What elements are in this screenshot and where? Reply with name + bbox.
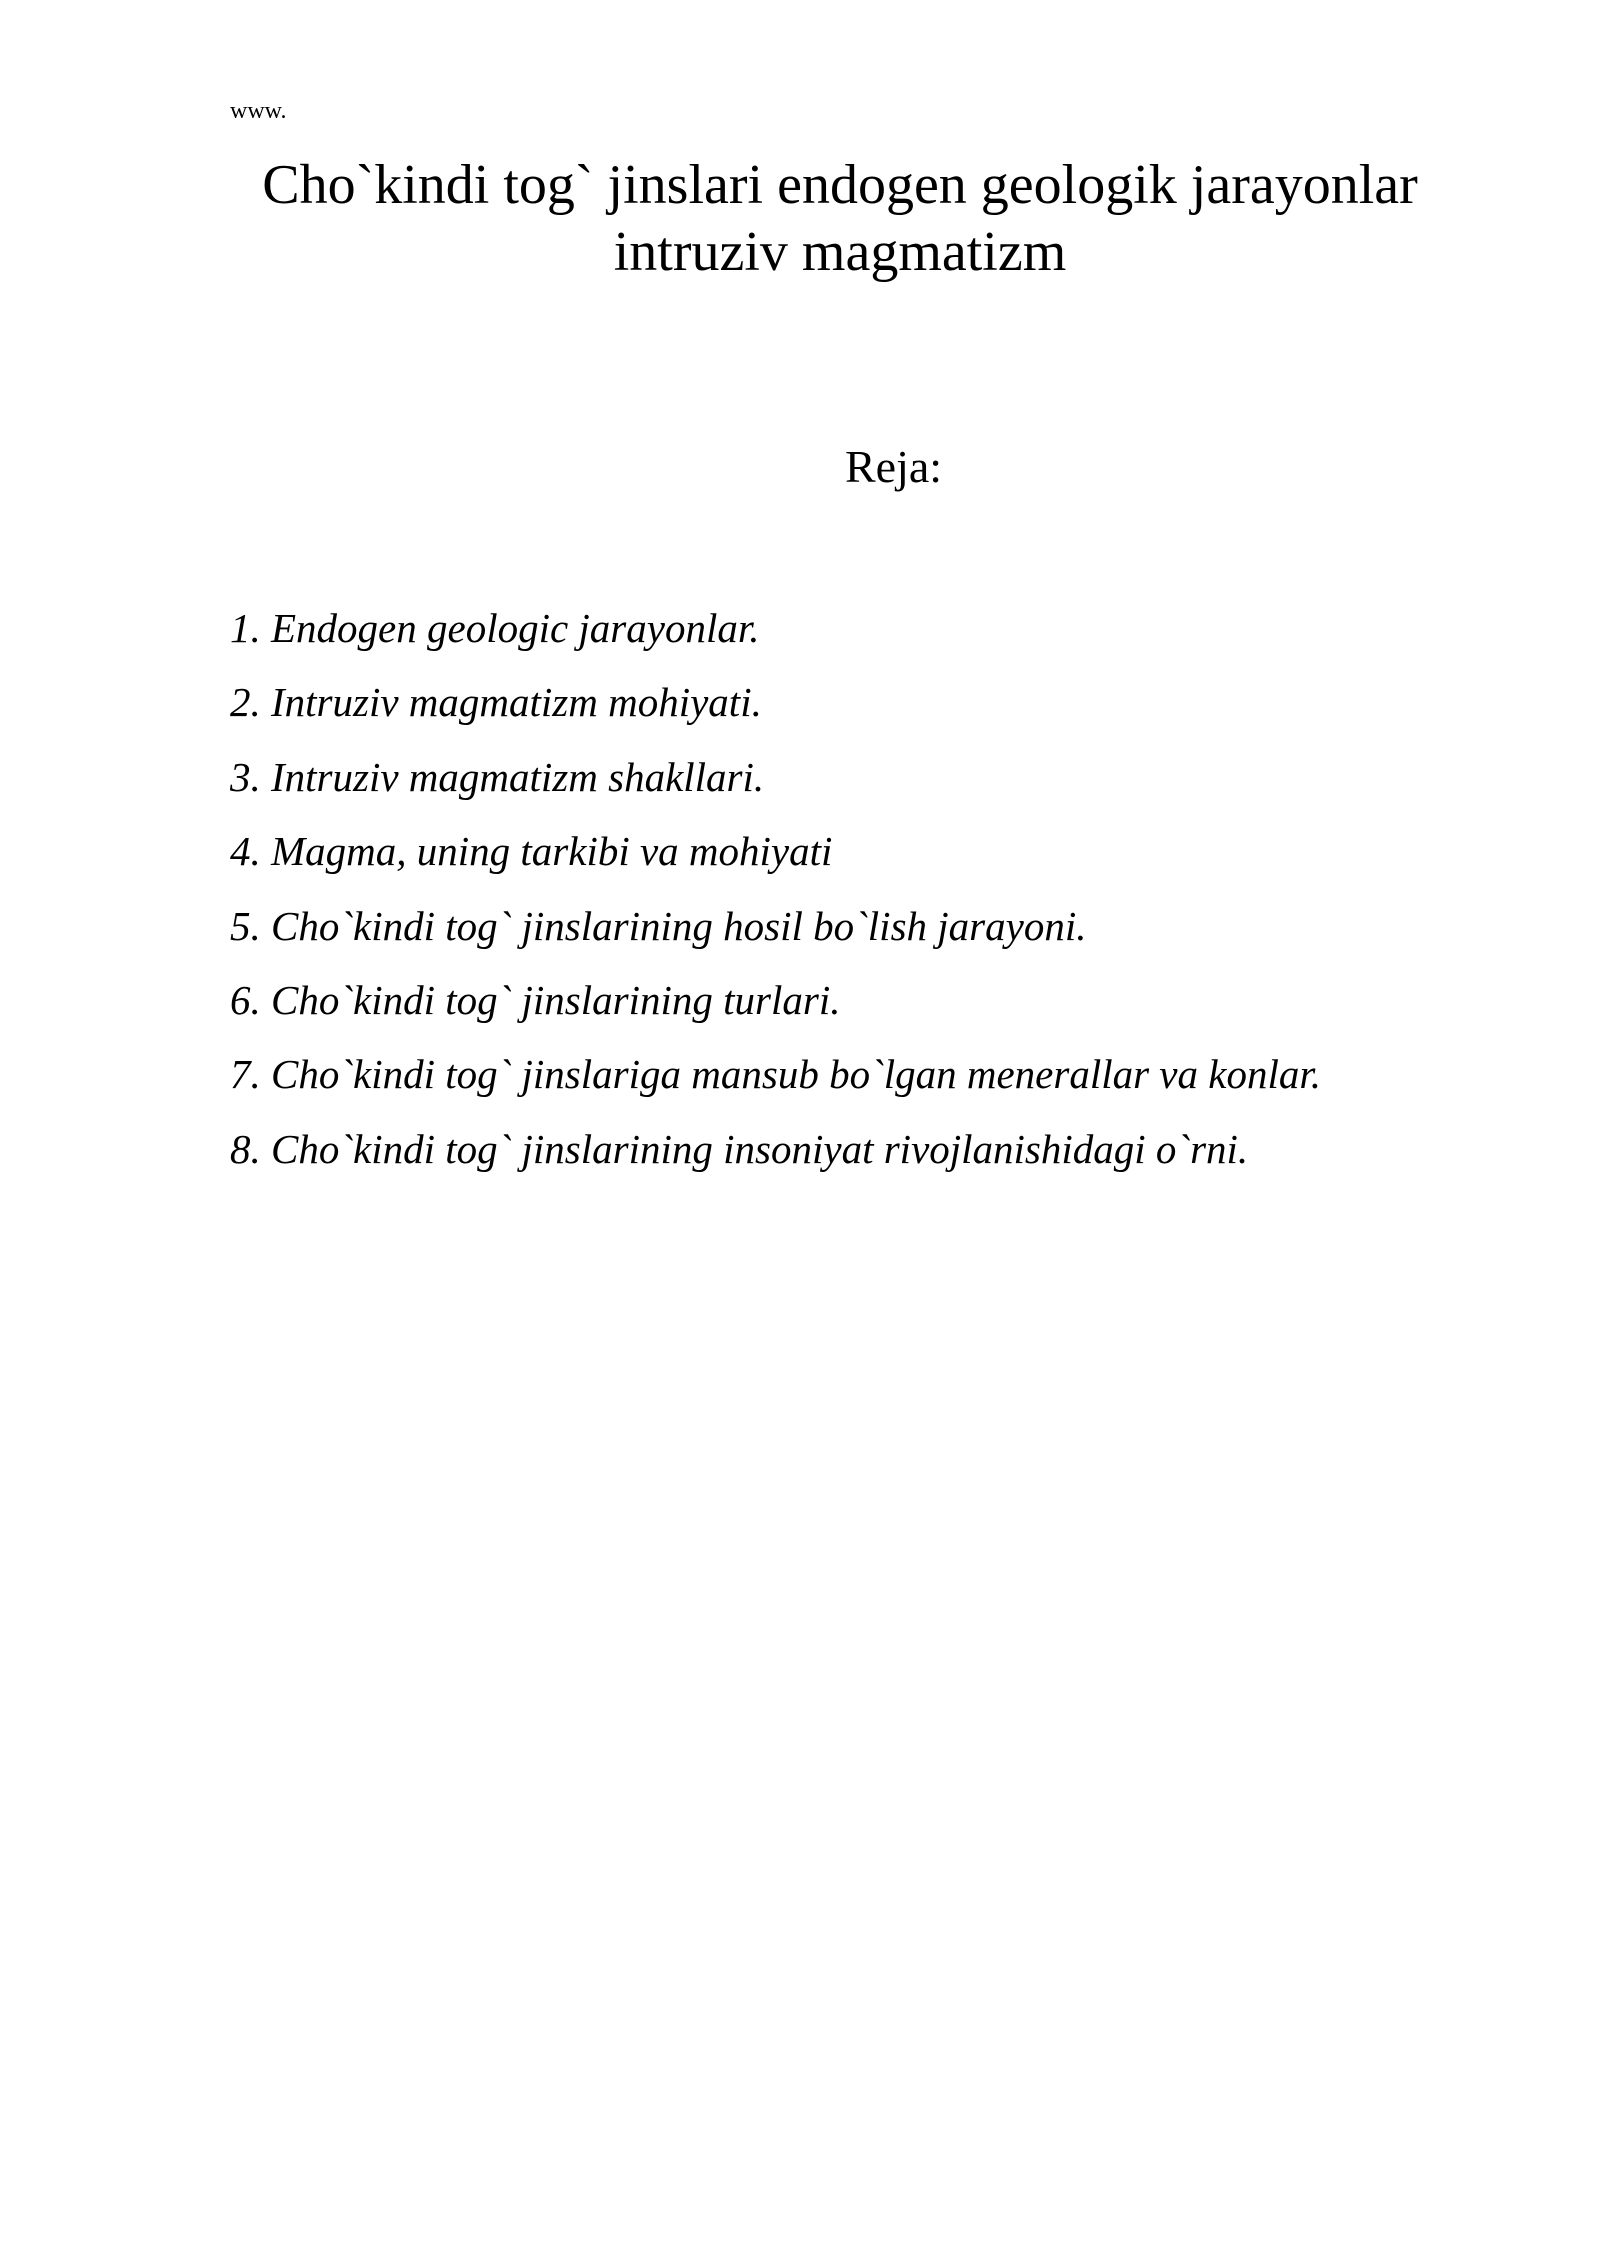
plan-item: 7. Cho`kindi tog` jinslariga mansub bo`lgan menerallar va konlar. xyxy=(230,1051,1322,1098)
plan-list xyxy=(230,603,1321,1198)
plan-item: 6. Cho`kindi tog` jinslarining turlari. xyxy=(230,976,841,1023)
plan-heading: Reja: xyxy=(845,441,943,492)
plan-item: 1. Endogen geologic jarayonlar. xyxy=(230,605,760,651)
document-title xyxy=(180,152,1500,286)
plan-item: 8. Cho`kindi tog` jinslarining insoniyat rivojlanishidagi o`rni. xyxy=(230,1125,1249,1172)
document-title-line-2: intruziv magmatizm xyxy=(613,221,1067,283)
plan-item: 5. Cho`kindi tog` jinslarining hosil bo`lish jarayoni. xyxy=(230,902,1087,949)
plan-item: 2. Intruziv magmatizm mohiyati. xyxy=(230,679,762,726)
plan-item: 4. Magma, uning tarkibi va mohiyati xyxy=(230,828,833,875)
header-url: www. xyxy=(230,98,287,124)
plan-item: 3. Intruziv magmatizm shakllari. xyxy=(230,753,765,800)
document-title-line-1: Cho`kindi tog` jinslari endogen geologik jarayonlar xyxy=(262,154,1418,216)
